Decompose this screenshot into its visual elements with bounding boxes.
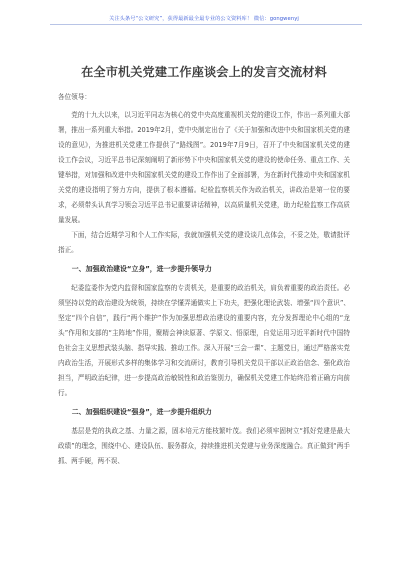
- document-body: [58, 90, 350, 469]
- header-banner: 关注头条号“公文研究”，获得最新最全最专业的公文资料库！ 微信：gongwenyj: [109, 16, 299, 22]
- salutation: 各位领导：: [58, 93, 91, 101]
- header-divider: [50, 24, 362, 25]
- document-title: 在全市机关党建工作座谈会上的发言交流材料: [81, 65, 327, 79]
- body-paragraph: 基层是党的执政之基、力量之源，固本培元方能枝繁叶茂。我们必须牢固树立“抓好党建是最大政绩”的理念，围绕中心、建设队伍、服务群众，持续推进机关党建与业务深度融合。真正做到“两手抓、两手硬，两不误、: [58, 427, 350, 465]
- body-paragraph: 纪委监委作为党内监督和国家监察的专责机关，是重要的政治机关，肩负着重要的政治责任。必须坚持以党的政治建设为统领，持续在学懂弄通做实上下功夫，把强化理论武装、增强“四个意识”、坚定“四个自信”，践行“两个维护”作为加强思想政治建设的重要内容，充分发挥理论中心组的“龙头”作用和支部的“主阵地”作用，聚精会神读原著、学原文、悟原理，自觉运用习近平新时代中国特色社会主义思想武装头脑、指导实践、推动工作。深入开展“三会一课”、主题党日，通过严格落实党内政治生活，开展形式多样的集体学习和交流研讨，教育引导机关党员干部以正政治信念、强化政治担当，严明政治纪律，进一步提高政治敏锐性和政治鉴别力，确保机关党建工作始终沿着正确方向前行。: [58, 284, 350, 397]
- section-heading: 一、加强政治建设“立身”，进一步提升领导力: [71, 265, 212, 273]
- body-paragraph: 党的十九大以来，以习近平同志为核心的党中央高度重视机关党的建设工作，作出一系列重大部署，推出一系列重大举措。2019年2月，党中央制定出台了《关于加强和改进中央和国家机关党的建设的意见》，为推进机关党建工作提供了“路线图”。2019年7月9日，召开了中央和国家机关党的建设工作会议，习近平总书记深刻阐明了新形势下中央和国家机关党的建设的使命任务、重点工作、关键举措，对加强和改进中央和国家机关党的建设工作作出了全面部署，为在新时代推动中央和国家机关党的建设指明了努力方向，提供了根本遵循。纪检监察机关作为政治机关，讲政治是第一位的要求，必须带头认真学习领会习近平总书记重要讲话精神，以高质量机关党建，助力纪检监察工作高质量发展。: [58, 111, 350, 224]
- section-heading: 二、加强组织建设“强身”，进一步提升组织力: [71, 408, 212, 416]
- body-paragraph: 下面，结合近期学习和个人工作实际，我就加强机关党的建设谈几点体会，不妥之处，敬请批评指正。: [58, 231, 350, 254]
